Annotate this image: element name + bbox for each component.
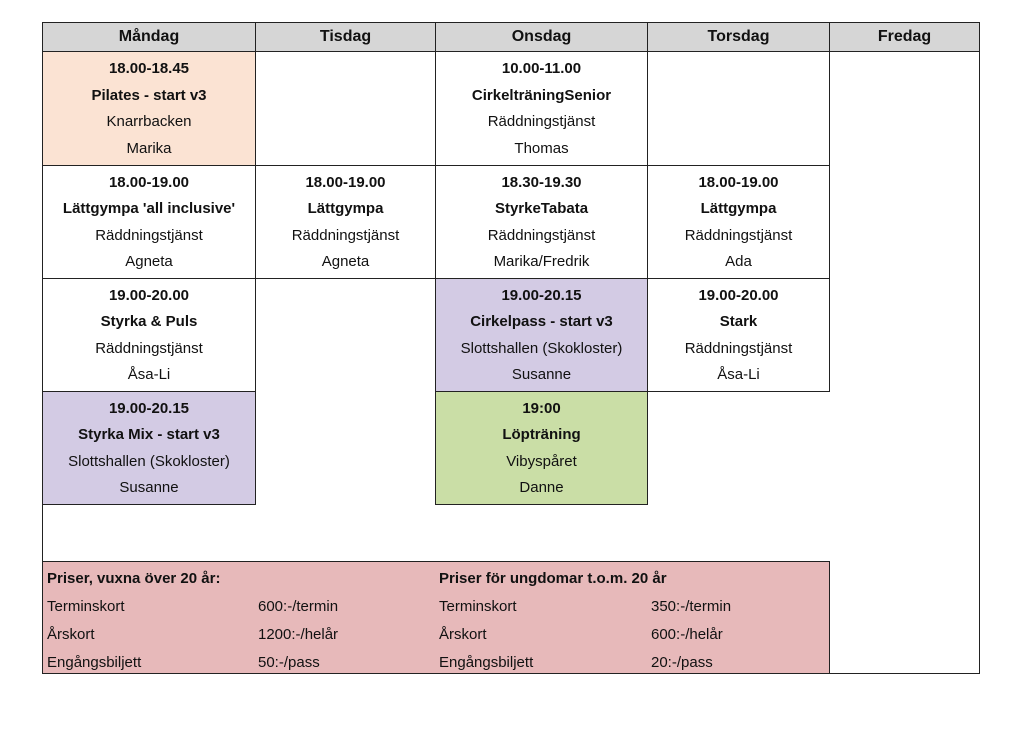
day-header-friday: Fredag <box>829 22 980 52</box>
class-leader: Marika/Fredrik <box>493 253 590 271</box>
class-leader: Åsa-Li <box>717 366 760 384</box>
class-location: Slottshallen (Skokloster) <box>460 339 623 357</box>
class-name: Pilates - start v3 <box>91 86 207 104</box>
price-youth-title: Priser för ungdomar t.o.m. 20 år <box>439 570 667 587</box>
class-cell-tuesday-lattgympa <box>255 165 436 279</box>
class-name: Lättgympa <box>307 200 384 218</box>
class-cell-wednesday-cirkelpass <box>435 278 648 392</box>
class-leader: Ada <box>725 253 752 271</box>
class-name: Lättgympa <box>700 200 777 218</box>
price-table <box>42 561 830 674</box>
class-name: StyrkeTabata <box>494 200 589 218</box>
class-location: Räddningstjänst <box>487 113 596 131</box>
price-adults-value: 50:-/pass <box>258 654 320 671</box>
day-header-thursday: Torsdag <box>647 22 830 52</box>
class-time: 18.00-19.00 <box>305 173 386 191</box>
class-leader: Åsa-Li <box>127 366 171 384</box>
class-location: Räddningstjänst <box>291 226 400 244</box>
price-adults-label: Årskort <box>47 626 95 643</box>
class-cell-thursday-empty <box>647 51 830 166</box>
class-leader: Susanne <box>119 479 179 497</box>
class-location: Vibyspåret <box>506 452 577 470</box>
class-time: 19:00 <box>522 399 561 417</box>
price-adults-title: Priser, vuxna över 20 år: <box>47 570 221 587</box>
class-time: 19.00-20.15 <box>501 286 582 304</box>
class-leader: Marika <box>126 140 172 158</box>
price-adults-label: Engångsbiljett <box>47 654 142 671</box>
class-location: Räddningstjänst <box>684 226 793 244</box>
price-youth-label: Årskort <box>439 626 487 643</box>
class-time: 18.30-19.30 <box>501 173 582 191</box>
class-cell-thursday-lattgympa <box>647 165 830 279</box>
price-youth-value: 350:-/termin <box>651 598 732 615</box>
class-time: 19.00-20.00 <box>698 286 779 304</box>
price-youth-label: Engångsbiljett <box>439 654 534 671</box>
class-name: Cirkelpass - start v3 <box>470 313 613 331</box>
class-name: CirkelträningSenior <box>471 86 612 104</box>
class-cell-thursday-stark <box>647 278 830 392</box>
class-cell-monday-pilates <box>42 51 256 166</box>
class-time: 18.00-18.45 <box>108 59 190 77</box>
class-cell-wednesday-styrketabata <box>435 165 648 279</box>
class-location: Räddningstjänst <box>684 339 793 357</box>
class-time: 18.00-19.00 <box>108 173 190 191</box>
class-name: Löpträning <box>502 426 581 444</box>
class-location: Räddningstjänst <box>487 226 596 244</box>
price-adults-value: 1200:-/helår <box>258 626 339 643</box>
price-adults-label: Terminskort <box>47 598 125 615</box>
day-header-tuesday: Tisdag <box>255 22 436 52</box>
class-leader: Agneta <box>125 253 173 271</box>
class-leader: Danne <box>519 479 564 497</box>
class-cell-monday-lattgympa <box>42 165 256 279</box>
class-leader: Susanne <box>511 366 572 384</box>
class-cell-wednesday-loptraning <box>435 391 648 505</box>
class-leader: Agneta <box>321 253 370 271</box>
class-name: Styrka & Puls <box>100 313 198 331</box>
class-cell-monday-styrka-mix <box>42 391 256 505</box>
class-time: 19.00-20.15 <box>108 399 190 417</box>
price-youth-label: Terminskort <box>439 598 517 615</box>
class-location: Räddningstjänst <box>95 339 203 357</box>
price-youth-value: 600:-/helår <box>651 626 723 643</box>
class-location: Knarrbacken <box>106 113 192 131</box>
class-location: Räddningstjänst <box>95 226 203 244</box>
class-name: Stark <box>719 313 758 331</box>
class-location: Slottshallen (Skokloster) <box>68 452 230 470</box>
class-time: 10.00-11.00 <box>501 59 582 77</box>
day-header-wednesday: Onsdag <box>435 22 648 52</box>
class-name: Lättgympa 'all inclusive' <box>62 200 236 218</box>
class-time: 18.00-19.00 <box>698 173 779 191</box>
class-leader: Thomas <box>514 140 569 158</box>
price-youth-value: 20:-/pass <box>651 654 713 671</box>
class-time: 19.00-20.00 <box>108 286 190 304</box>
class-cell-monday-styrka-puls <box>42 278 256 392</box>
price-adults-value: 600:-/termin <box>258 598 339 615</box>
class-name: Styrka Mix - start v3 <box>78 426 220 444</box>
day-header-monday: Måndag <box>42 22 256 52</box>
class-cell-wednesday-cirkeltraning-senior <box>435 51 648 166</box>
